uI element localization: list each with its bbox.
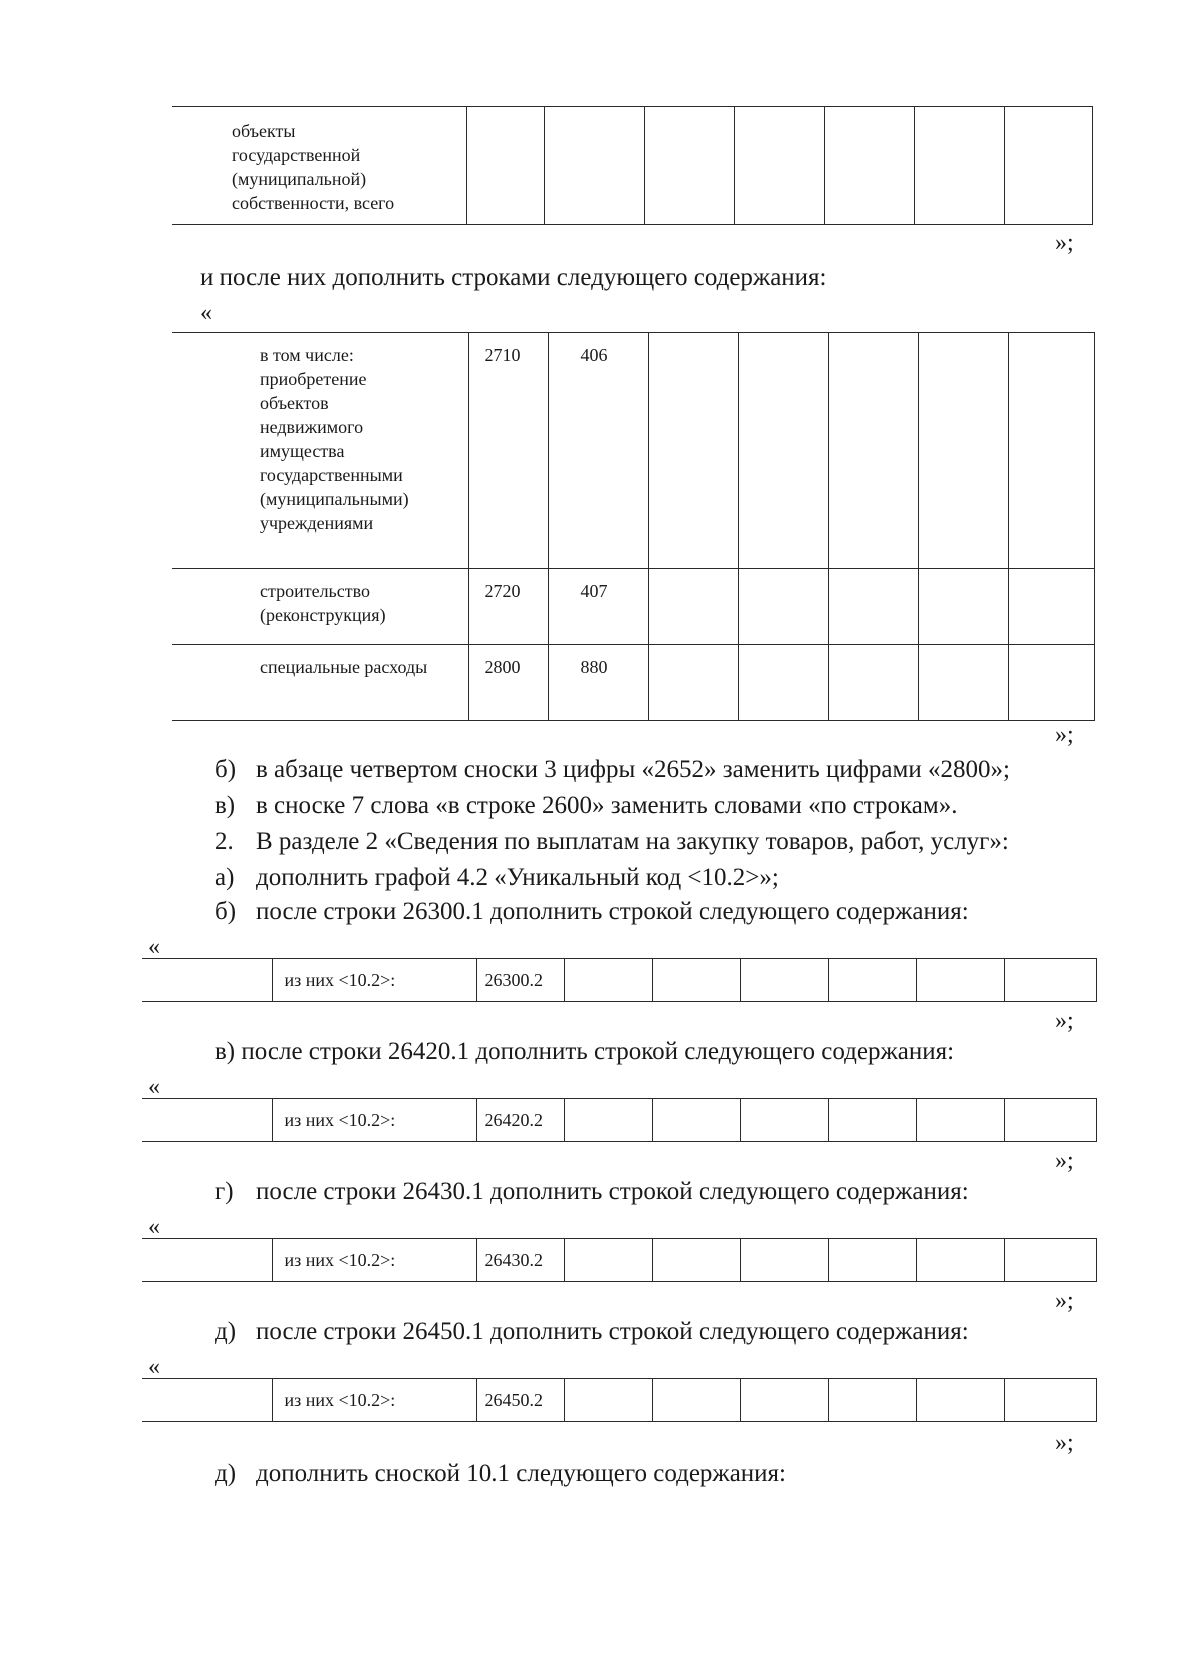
table-cell-label: из них <10.2>: bbox=[272, 1239, 476, 1282]
table-cell bbox=[564, 1099, 652, 1142]
open-quote: « bbox=[148, 1214, 160, 1240]
item-a2-marker: а) bbox=[215, 864, 235, 891]
table-cell bbox=[1004, 1379, 1096, 1422]
table-cell bbox=[1008, 645, 1094, 721]
table-cell-label: из них <10.2>: bbox=[272, 1099, 476, 1142]
item-b1-text: в абзаце четвертом сноски 3 цифры «2652» заменить цифрами «2800»; bbox=[256, 756, 1010, 783]
item-g2-text: после строки 26430.1 дополнить строкой следующего содержания: bbox=[256, 1178, 969, 1205]
table-cell bbox=[544, 107, 644, 225]
table-cell bbox=[828, 959, 916, 1002]
table-cell-code: 2720 bbox=[468, 569, 548, 645]
table-cell bbox=[918, 569, 1008, 645]
table-cell bbox=[142, 1239, 272, 1282]
close-quote: »; bbox=[1055, 1148, 1074, 1174]
table-cell-code: 26430.2 bbox=[476, 1239, 564, 1282]
table-cell bbox=[916, 1099, 1004, 1142]
table-cell bbox=[142, 1099, 272, 1142]
table-row bbox=[172, 333, 1094, 569]
table-cell bbox=[652, 959, 740, 1002]
table-cell bbox=[738, 645, 828, 721]
table-cell bbox=[648, 569, 738, 645]
table-row bbox=[172, 569, 1094, 645]
table-cell bbox=[738, 569, 828, 645]
table-cell bbox=[918, 333, 1008, 569]
table-cell bbox=[142, 1379, 272, 1422]
close-quote: »; bbox=[1055, 1008, 1074, 1034]
item-b1-marker: б) bbox=[215, 756, 237, 783]
open-quote: « bbox=[148, 934, 160, 960]
table-cell bbox=[1004, 1099, 1096, 1142]
table-cell bbox=[564, 1379, 652, 1422]
table-cell bbox=[1004, 1239, 1096, 1282]
table-cell bbox=[564, 959, 652, 1002]
item-d2-marker: д) bbox=[215, 1318, 237, 1345]
row-table-26430 bbox=[142, 1238, 1097, 1282]
item-b2-text: после строки 26300.1 дополнить строкой следующего содержания: bbox=[256, 898, 969, 925]
table-cell-kosgu: 880 bbox=[548, 645, 648, 721]
item-b2-marker: б) bbox=[215, 898, 237, 925]
table-added-rows bbox=[172, 332, 1095, 721]
table-cell bbox=[1004, 959, 1096, 1002]
table-cell-code: 26420.2 bbox=[476, 1099, 564, 1142]
table-cell bbox=[644, 107, 734, 225]
table-cell bbox=[916, 1239, 1004, 1282]
open-quote: « bbox=[200, 300, 212, 326]
table-state-property bbox=[172, 106, 1093, 225]
table-cell bbox=[740, 959, 828, 1002]
table-cell bbox=[740, 1239, 828, 1282]
table-cell-label: из них <10.2>: bbox=[272, 959, 476, 1002]
item-s2-text: В разделе 2 «Сведения по выплатам на закупку товаров, работ, услуг»: bbox=[256, 828, 1009, 855]
table-cell bbox=[1008, 569, 1094, 645]
table-cell-code: 26450.2 bbox=[476, 1379, 564, 1422]
table-cell bbox=[652, 1239, 740, 1282]
table-cell bbox=[740, 1379, 828, 1422]
table-cell bbox=[734, 107, 824, 225]
row-table-26450 bbox=[142, 1378, 1097, 1422]
table-cell bbox=[828, 1239, 916, 1282]
item-v2-text: в) после строки 26420.1 дополнить строкой следующего содержания: bbox=[215, 1038, 955, 1065]
table-cell bbox=[1004, 107, 1092, 225]
item-g2-marker: г) bbox=[215, 1178, 234, 1205]
table-cell bbox=[824, 107, 914, 225]
table-cell bbox=[466, 107, 544, 225]
table-cell bbox=[918, 645, 1008, 721]
table-cell bbox=[1008, 333, 1094, 569]
close-quote: »; bbox=[1055, 722, 1074, 748]
table-cell-label: строительство (реконструкция) bbox=[172, 569, 468, 645]
table-cell bbox=[828, 333, 918, 569]
table-cell bbox=[564, 1239, 652, 1282]
table-row bbox=[172, 645, 1094, 721]
row-table-26300 bbox=[142, 958, 1097, 1002]
table-cell-kosgu: 407 bbox=[548, 569, 648, 645]
table-cell bbox=[914, 107, 1004, 225]
close-quote: »; bbox=[1055, 1430, 1074, 1456]
table-cell-code: 26300.2 bbox=[476, 959, 564, 1002]
item-d2-text: после строки 26450.1 дополнить строкой следующего содержания: bbox=[256, 1318, 969, 1345]
table-cell-label: объекты государственной (муниципальной) собственности, всего bbox=[172, 107, 466, 225]
close-quote: »; bbox=[1055, 230, 1074, 256]
table-cell bbox=[916, 1379, 1004, 1422]
table-cell-kosgu: 406 bbox=[548, 333, 648, 569]
table-cell bbox=[828, 1099, 916, 1142]
intro-text: и после них дополнить строками следующего содержания: bbox=[200, 264, 827, 291]
item-s2-marker: 2. bbox=[215, 828, 234, 855]
table-cell-label: из них <10.2>: bbox=[272, 1379, 476, 1422]
item-a2-text: дополнить графой 4.2 «Уникальный код <10.2>»; bbox=[256, 864, 779, 891]
table-cell-label: в том числе: приобретение объектов недвижимого имущества государственными (муниципальными) учреждениями bbox=[172, 333, 468, 569]
table-cell bbox=[648, 333, 738, 569]
item-d3-text: дополнить сноской 10.1 следующего содержания: bbox=[256, 1460, 787, 1487]
table-cell bbox=[738, 333, 828, 569]
row-table-26420 bbox=[142, 1098, 1097, 1142]
table-cell bbox=[652, 1379, 740, 1422]
table-cell-label: специальные расходы bbox=[172, 645, 468, 721]
table-cell bbox=[740, 1099, 828, 1142]
table-cell bbox=[916, 959, 1004, 1002]
close-quote: »; bbox=[1055, 1288, 1074, 1314]
table-cell-code: 2710 bbox=[468, 333, 548, 569]
item-v1-text: в сноске 7 слова «в строке 2600» заменить словами «по строкам». bbox=[256, 792, 958, 819]
open-quote: « bbox=[148, 1354, 160, 1380]
table-cell-code: 2800 bbox=[468, 645, 548, 721]
item-v1-marker: в) bbox=[215, 792, 236, 819]
table-cell bbox=[828, 645, 918, 721]
table-cell bbox=[142, 959, 272, 1002]
table-cell bbox=[828, 569, 918, 645]
item-d3-marker: д) bbox=[215, 1460, 237, 1487]
table-cell bbox=[648, 645, 738, 721]
table-cell bbox=[652, 1099, 740, 1142]
table-cell bbox=[828, 1379, 916, 1422]
open-quote: « bbox=[148, 1074, 160, 1100]
